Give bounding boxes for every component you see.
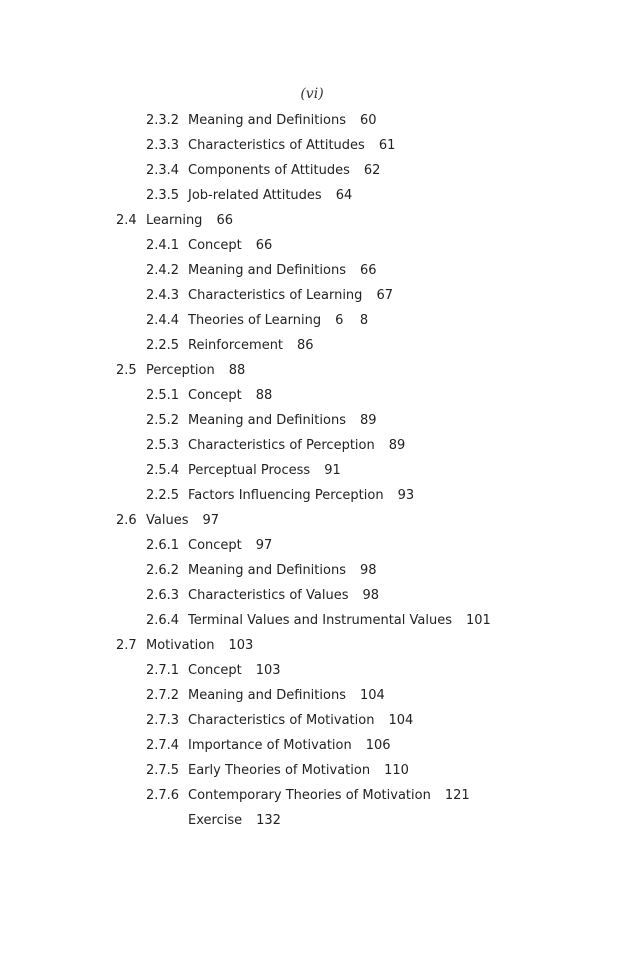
toc-entry-number: 2.7.5 bbox=[146, 763, 180, 778]
toc-entry-title-text: Terminal Values and Instrumental Values bbox=[188, 613, 452, 628]
toc-entry-title bbox=[188, 433, 405, 458]
toc-entry-page: 110 bbox=[384, 763, 409, 778]
toc-entry bbox=[0, 258, 624, 283]
toc-entry bbox=[0, 533, 624, 558]
toc-entry-page: 89 bbox=[388, 438, 406, 453]
toc-entry bbox=[0, 558, 624, 583]
toc-entry bbox=[0, 333, 624, 358]
toc-entry-title bbox=[188, 308, 368, 333]
toc-entry-title bbox=[188, 333, 314, 358]
toc-entry-title-text: Reinforcement bbox=[188, 338, 284, 353]
toc-entry-page: 91 bbox=[324, 463, 341, 478]
toc-entry-title-text: Exercise bbox=[188, 813, 243, 828]
toc-entry-title bbox=[146, 508, 219, 533]
toc-entry-title bbox=[188, 483, 414, 508]
toc-entry-number: 2.5.1 bbox=[146, 388, 180, 403]
toc-entry-number: 2.7.1 bbox=[146, 663, 180, 678]
toc-entry-number: 2.3.4 bbox=[146, 163, 180, 178]
toc-entry-title bbox=[188, 258, 377, 283]
toc-entry-page: 86 bbox=[297, 338, 314, 353]
toc-entry bbox=[0, 133, 624, 158]
table-of-contents bbox=[0, 108, 624, 833]
toc-entry-title-text: Meaning and Definitions bbox=[188, 563, 346, 578]
toc-entry-title-text: Characteristics of Learning bbox=[188, 288, 363, 303]
toc-entry bbox=[0, 283, 624, 308]
toc-entry-number: 2.4.3 bbox=[146, 288, 180, 303]
toc-entry-title bbox=[188, 383, 272, 408]
toc-entry-page: 97 bbox=[202, 513, 220, 528]
toc-entry-page: 132 bbox=[256, 813, 281, 828]
toc-entry-number: 2.5.3 bbox=[146, 438, 180, 453]
toc-entry-title bbox=[188, 233, 272, 258]
toc-entry-title bbox=[146, 633, 253, 658]
toc-entry-page: 101 bbox=[465, 613, 491, 628]
toc-entry-title-text: Perceptual Process bbox=[188, 463, 311, 478]
toc-entry-page: 93 bbox=[397, 488, 415, 503]
toc-entry-number: 2.2.5 bbox=[146, 488, 180, 503]
toc-entry-page: 106 bbox=[365, 738, 391, 753]
toc-entry-title-text: Meaning and Definitions bbox=[188, 263, 346, 278]
toc-entry-page: 97 bbox=[255, 538, 273, 553]
toc-entry bbox=[0, 358, 624, 383]
toc-entry bbox=[0, 608, 624, 633]
toc-entry-title-text: Meaning and Definitions bbox=[188, 413, 346, 428]
toc-entry-number: 2.2.5 bbox=[146, 338, 180, 353]
toc-entry-title bbox=[188, 408, 377, 433]
toc-entry-page: 6 8 bbox=[335, 313, 369, 328]
toc-entry-number: 2.6 bbox=[116, 513, 137, 528]
toc-entry-number: 2.4.4 bbox=[146, 313, 180, 328]
toc-entry bbox=[0, 458, 624, 483]
toc-entry-page: 98 bbox=[359, 563, 377, 578]
toc-entry bbox=[0, 633, 624, 658]
toc-entry-number: 2.6.4 bbox=[146, 613, 180, 628]
toc-entry-number: 2.6.1 bbox=[146, 538, 180, 553]
toc-entry-number: 2.6.2 bbox=[146, 563, 180, 578]
toc-entry-number: 2.7.4 bbox=[146, 738, 180, 753]
toc-entry-title-text: Motivation bbox=[146, 638, 215, 653]
toc-entry-page: 67 bbox=[376, 288, 393, 303]
toc-entry bbox=[0, 683, 624, 708]
toc-entry-page: 62 bbox=[363, 163, 381, 178]
toc-entry-number: 2.7.2 bbox=[146, 688, 180, 703]
toc-entry-title bbox=[188, 608, 491, 633]
toc-entry-title bbox=[188, 808, 281, 833]
toc-entry-title bbox=[146, 358, 245, 383]
toc-entry-title-text: Job-related Attitudes bbox=[188, 188, 322, 203]
toc-entry-number: 2.6.3 bbox=[146, 588, 180, 603]
toc-entry-title bbox=[188, 733, 391, 758]
toc-entry bbox=[0, 708, 624, 733]
toc-entry bbox=[0, 408, 624, 433]
toc-entry-page: 121 bbox=[444, 788, 470, 803]
toc-entry-number: 2.7.6 bbox=[146, 788, 180, 803]
toc-entry-title-text: Learning bbox=[146, 213, 203, 228]
toc-entry-number: 2.5.2 bbox=[146, 413, 180, 428]
toc-entry-title bbox=[188, 583, 379, 608]
toc-entry-title-text: Characteristics of Motivation bbox=[188, 713, 375, 728]
toc-entry-title-text: Characteristics of Attitudes bbox=[188, 138, 365, 153]
toc-entry-page: 66 bbox=[255, 238, 273, 253]
toc-entry-title bbox=[188, 533, 272, 558]
toc-entry bbox=[0, 183, 624, 208]
toc-entry bbox=[0, 758, 624, 783]
toc-entry-title bbox=[188, 108, 377, 133]
toc-entry-title-text: Theories of Learning bbox=[188, 313, 322, 328]
toc-entry-title-text: Concept bbox=[188, 238, 242, 253]
toc-entry-page: 66 bbox=[359, 263, 377, 278]
toc-entry-page: 103 bbox=[255, 663, 281, 678]
toc-entry bbox=[0, 383, 624, 408]
toc-entry-title bbox=[146, 208, 233, 233]
toc-entry-title bbox=[188, 708, 413, 733]
toc-entry-page: 60 bbox=[359, 113, 377, 128]
toc-entry-title bbox=[188, 558, 377, 583]
toc-entry-title-text: Characteristics of Values bbox=[188, 588, 349, 603]
toc-entry-page: 103 bbox=[228, 638, 254, 653]
toc-entry-number: 2.7.3 bbox=[146, 713, 180, 728]
toc-entry-number: 2.4.1 bbox=[146, 238, 180, 253]
toc-entry-title bbox=[188, 183, 352, 208]
toc-entry-number: 2.4 bbox=[116, 213, 137, 228]
toc-entry-title-text: Characteristics of Perception bbox=[188, 438, 375, 453]
toc-entry-title-text: Early Theories of Motivation bbox=[188, 763, 371, 778]
toc-entry-page: 98 bbox=[362, 588, 380, 603]
toc-entry bbox=[0, 808, 624, 833]
toc-entry-title-text: Concept bbox=[188, 388, 242, 403]
toc-entry-page: 104 bbox=[359, 688, 385, 703]
toc-entry-number: 2.7 bbox=[116, 638, 137, 653]
toc-entry-title bbox=[188, 458, 341, 483]
toc-entry-number: 2.3.5 bbox=[146, 188, 180, 203]
toc-entry bbox=[0, 733, 624, 758]
toc-entry-page: 89 bbox=[359, 413, 377, 428]
toc-entry bbox=[0, 158, 624, 183]
toc-entry bbox=[0, 508, 624, 533]
toc-entry-page: 66 bbox=[216, 213, 233, 228]
toc-entry-title-text: Meaning and Definitions bbox=[188, 688, 346, 703]
toc-entry-title-text: Concept bbox=[188, 663, 242, 678]
toc-entry-number: 2.4.2 bbox=[146, 263, 180, 278]
toc-entry-title bbox=[188, 683, 385, 708]
toc-entry-title-text: Concept bbox=[188, 538, 242, 553]
toc-entry-title bbox=[188, 133, 395, 158]
toc-entry bbox=[0, 783, 624, 808]
toc-entry-number: 2.3.2 bbox=[146, 113, 180, 128]
page-number: (vi) bbox=[300, 86, 324, 102]
toc-entry-page: 104 bbox=[388, 713, 414, 728]
toc-entry-page: 61 bbox=[378, 138, 396, 153]
toc-entry-title-text: Values bbox=[146, 513, 189, 528]
toc-entry bbox=[0, 583, 624, 608]
toc-entry bbox=[0, 308, 624, 333]
toc-entry-title-text: Components of Attitudes bbox=[188, 163, 350, 178]
toc-entry-title bbox=[188, 758, 409, 783]
toc-entry bbox=[0, 208, 624, 233]
toc-entry-title-text: Importance of Motivation bbox=[188, 738, 352, 753]
toc-entry-title-text: Contemporary Theories of Motivation bbox=[188, 788, 431, 803]
toc-entry-page: 64 bbox=[335, 188, 353, 203]
toc-entry bbox=[0, 483, 624, 508]
toc-entry-title-text: Factors Influencing Perception bbox=[188, 488, 384, 503]
toc-entry bbox=[0, 108, 624, 133]
toc-entry-title-text: Meaning and Definitions bbox=[188, 113, 346, 128]
toc-entry-page: 88 bbox=[228, 363, 246, 378]
toc-entry bbox=[0, 233, 624, 258]
toc-entry-title bbox=[188, 158, 380, 183]
toc-entry-number: 2.3.3 bbox=[146, 138, 180, 153]
toc-entry bbox=[0, 658, 624, 683]
toc-entry-title-text: Perception bbox=[146, 363, 215, 378]
toc-entry bbox=[0, 433, 624, 458]
toc-entry-number: 2.5 bbox=[116, 363, 137, 378]
toc-entry-title bbox=[188, 783, 470, 808]
toc-entry-title bbox=[188, 283, 393, 308]
toc-entry-number: 2.5.4 bbox=[146, 463, 180, 478]
toc-entry-title bbox=[188, 658, 281, 683]
toc-entry-page: 88 bbox=[255, 388, 273, 403]
